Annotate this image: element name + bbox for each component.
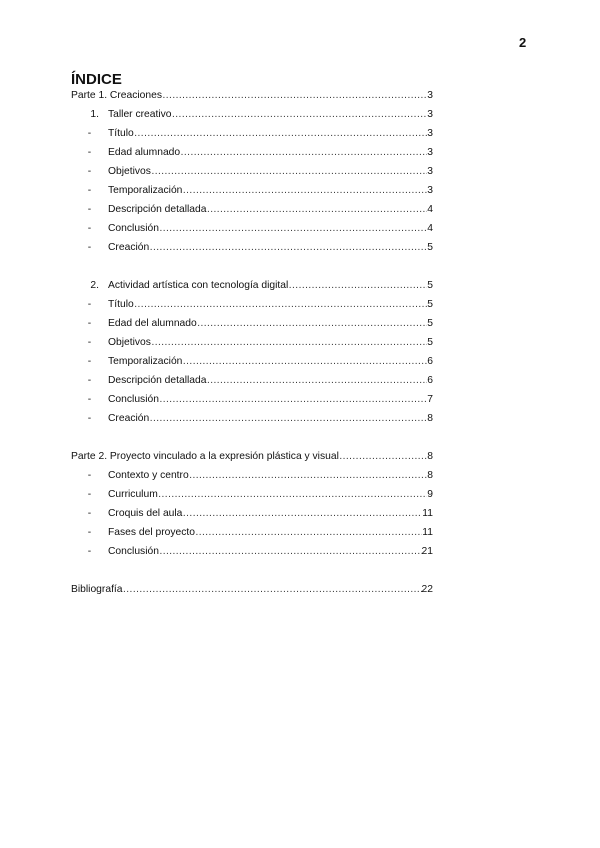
toc-label: Fases del proyecto [108,527,195,538]
dot-leader [182,508,422,519]
toc-label: Descripción detallada [108,204,207,215]
dot-leader [182,185,427,196]
toc-page: 3 [427,166,433,177]
dot-leader [206,204,427,215]
toc-page: 4 [427,223,433,234]
list-dash: - [87,166,92,177]
toc-entry-taller-creativo[interactable] [71,109,433,128]
list-dash: - [87,242,92,253]
toc-page: 5 [427,299,433,310]
dot-leader [197,318,428,329]
list-number: 2. [90,280,99,291]
list-dash: - [87,356,92,367]
dot-leader [134,299,428,310]
toc-label: Título [108,299,134,310]
dot-leader [195,527,422,538]
toc-entry[interactable] [71,394,433,413]
toc-entry[interactable] [71,489,433,508]
toc-entry[interactable] [71,337,433,356]
toc-label: Título [108,128,134,139]
toc-entry[interactable] [71,413,433,432]
list-dash: - [87,527,92,538]
list-dash: - [87,147,92,158]
dot-leader [149,413,427,424]
toc-page: 3 [427,147,433,158]
toc-page: 3 [427,90,433,101]
dot-leader [189,470,428,481]
toc-entry[interactable] [71,527,433,546]
toc-entry[interactable] [71,375,433,394]
toc-page: 3 [427,109,433,120]
table-of-contents [71,90,433,603]
dot-leader [159,394,427,405]
dot-leader [159,223,427,234]
dot-leader [123,584,422,595]
dot-leader [149,242,427,253]
toc-entry-actividad-artistica[interactable] [71,280,433,299]
dot-leader [162,90,427,101]
toc-entry[interactable] [71,470,433,489]
toc-page: 6 [427,375,433,386]
list-dash: - [87,546,92,557]
toc-page: 22 [421,584,433,595]
toc-page: 11 [422,508,433,519]
toc-label: Temporalización [108,185,183,196]
list-number: 1. [90,109,99,120]
toc-label: Edad del alumnado [108,318,197,329]
toc-label: Taller creativo [108,109,172,120]
dot-leader [151,166,427,177]
toc-page: 7 [427,394,433,405]
toc-page: 6 [427,356,433,367]
toc-entry[interactable] [71,185,433,204]
toc-page: 5 [427,280,433,291]
toc-title: ÍNDICE [71,71,122,88]
toc-entry[interactable] [71,223,433,242]
toc-label: Creación [108,242,150,253]
toc-entry[interactable] [71,356,433,375]
list-dash: - [87,204,92,215]
list-dash: - [87,337,92,348]
toc-page: 4 [427,204,433,215]
spacer [71,261,433,280]
toc-label: Objetivos [108,337,151,348]
dot-leader [339,451,427,462]
toc-entry[interactable] [71,318,433,337]
toc-label: Contexto y centro [108,470,189,481]
list-dash: - [87,318,92,329]
list-dash: - [87,185,92,196]
toc-entry[interactable] [71,508,433,527]
toc-label: Curriculum [108,489,158,500]
dot-leader [172,109,428,120]
toc-page: 21 [421,546,433,557]
toc-label: Parte 1. Creaciones [71,90,163,101]
dot-leader [206,375,427,386]
toc-label: Parte 2. Proyecto vinculado a la expresión plástica y visual [71,451,339,462]
toc-label: Edad alumnado [108,147,181,158]
list-dash: - [87,413,92,424]
list-dash: - [87,508,92,519]
toc-entry-parte-1[interactable] [71,90,433,109]
toc-page: 8 [427,413,433,424]
toc-label: Croquis del aula [108,508,183,519]
toc-page: 5 [427,337,433,348]
toc-entry[interactable] [71,147,433,166]
toc-label: Creación [108,413,150,424]
toc-label: Descripción detallada [108,375,207,386]
toc-entry-parte-2[interactable] [71,451,433,470]
spacer [71,565,433,584]
toc-label: Conclusión [108,223,159,234]
toc-label: Conclusión [108,546,159,557]
toc-entry[interactable] [71,242,433,261]
list-dash: - [87,489,92,500]
list-dash: - [87,470,92,481]
list-dash: - [87,128,92,139]
toc-entry[interactable] [71,128,433,147]
toc-page: 8 [427,470,433,481]
list-dash: - [87,223,92,234]
dot-leader [180,147,427,158]
dot-leader [288,280,427,291]
toc-page: 5 [427,318,433,329]
list-dash: - [87,394,92,405]
dot-leader [134,128,428,139]
toc-label: Bibliografía [71,584,123,595]
toc-page: 3 [427,185,433,196]
dot-leader [158,489,427,500]
toc-page: 9 [427,489,433,500]
toc-label: Conclusión [108,394,159,405]
toc-label: Objetivos [108,166,151,177]
toc-entry[interactable] [71,299,433,318]
toc-label: Actividad artística con tecnología digital [108,280,289,291]
page-number: 2 [519,35,527,50]
toc-entry[interactable] [71,166,433,185]
list-dash: - [87,375,92,386]
dot-leader [151,337,427,348]
toc-page: 11 [422,527,433,538]
toc-entry[interactable] [71,546,433,565]
toc-page: 8 [427,451,433,462]
toc-entry[interactable] [71,204,433,223]
toc-entry-bibliografia[interactable] [71,584,433,603]
toc-page: 3 [427,128,433,139]
spacer [71,432,433,451]
toc-label: Temporalización [108,356,183,367]
dot-leader [182,356,427,367]
list-dash: - [87,299,92,310]
dot-leader [159,546,422,557]
toc-page: 5 [427,242,433,253]
